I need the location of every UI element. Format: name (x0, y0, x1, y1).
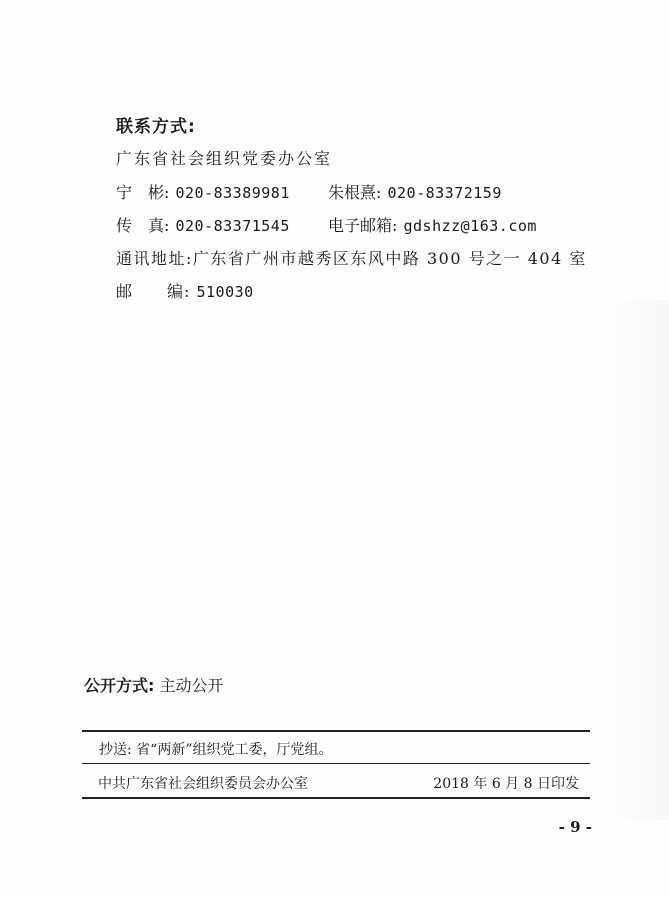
disclosure-label: 公开方式: (84, 676, 155, 695)
contact-fax-value: 020-83371545 (175, 217, 290, 235)
footer-rule-top (82, 730, 590, 732)
contact-organization: 广东省社会组织党委办公室 (116, 149, 333, 168)
contact-address-value: 广东省广州市越秀区东风中路 300 号之一 404 室 (192, 249, 587, 268)
disclosure-value: 主动公开 (159, 676, 224, 695)
contact-address-label: 通讯地址: (116, 249, 193, 268)
contact-person-2 (328, 180, 502, 203)
contact-heading: 联系方式: (116, 117, 196, 137)
footer-issuer: 中共广东省社会组织委员会办公室 (98, 776, 308, 792)
contact-person-1-phone: 020-83389981 (175, 184, 290, 202)
footer-rule-bottom (82, 797, 590, 799)
contact-person-1 (116, 180, 290, 203)
contact-fax (116, 213, 290, 236)
footer-issue-date: 2018 年 6 月 8 日印发 (433, 776, 579, 792)
contact-person-2-label: 朱根熹: (328, 183, 382, 202)
contact-person-1-label: 宁 彬: (116, 183, 170, 202)
contact-email-value: gdshzz@163.com (403, 217, 537, 235)
contact-postcode-value: 510030 (196, 283, 254, 301)
contact-person-2-phone: 020-83372159 (387, 184, 502, 202)
contact-postcode (116, 279, 254, 302)
footer-cc: 抄送: 省“两新”组织党工委，厅党组。 (99, 742, 333, 758)
page-number: - 9 - (558, 818, 592, 836)
footer-rule-middle (82, 763, 590, 764)
contact-address (116, 246, 587, 269)
contact-email (328, 213, 537, 236)
contact-postcode-label: 邮 编: (116, 282, 191, 301)
contact-email-label: 电子邮箱: (328, 216, 398, 235)
scan-shadow (609, 300, 669, 820)
contact-fax-label: 传 真: (116, 216, 170, 235)
disclosure-line (84, 673, 224, 696)
